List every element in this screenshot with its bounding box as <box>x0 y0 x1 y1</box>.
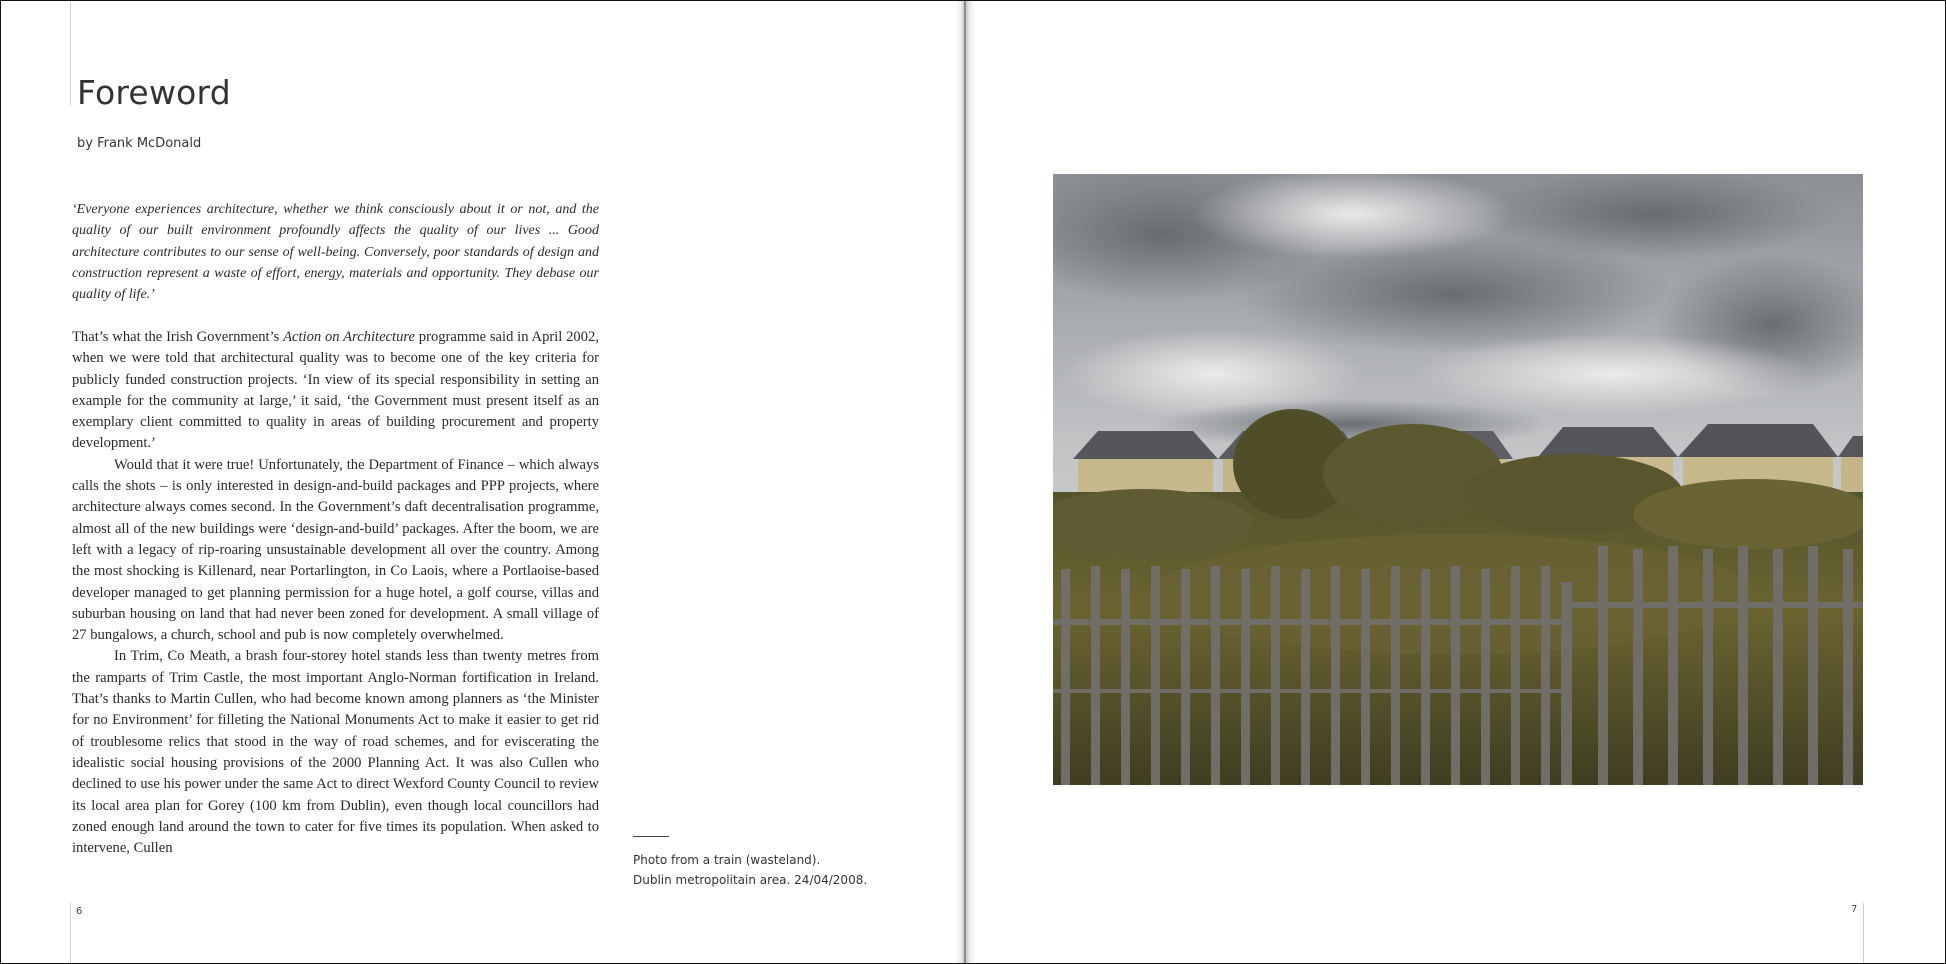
trim-mark <box>1863 903 1864 963</box>
paragraph: In Trim, Co Meath, a brash four-storey hotel stands less than twenty metres from the ramparts of Trim Castle, the most important Anglo-Norman fortification in Ireland. That’s thanks to Martin Cullen, who had become known among planners as ‘the Minister for no Environment’ for filleting the National Monuments Act to make it easier to get rid of troublesome relics that stood in the way of road schemes, and for eviscerating the idealistic social housing provisions of the 2000 Planning Act. It was also Cullen who declined to use his power under the same Act to direct Wexford County Council to review its local area plan for Gorey (100 km from Dublin), even though local councillors had zoned enough land around the town to cater for five times its population. When asked to intervene, Cullen <box>72 648 599 857</box>
caption-line: Dublin metropolitain area. 24/04/2008. <box>633 873 868 887</box>
paragraph <box>72 327 599 455</box>
caption-line: Photo from a train (wasteland). <box>633 853 821 867</box>
photo-caption <box>633 850 867 890</box>
body-text <box>72 327 599 859</box>
paragraph: Would that it were true! Unfortunately, the Department of Finance – which always calls the shots – is only interested in design-and-build packages and PPP projects, where architecture always comes second. In the Government’s daft decentralisation programme, almost all of the new buildings were ‘design-and-build’ packages. After the boom, we are left with a legacy of rip-roaring unsustainable development all over the country. Among the most shocking is Killenard, near Portarlington, in Co Laois, where a Portlaoise-based developer managed to get planning permission for a huge hotel, a golf course, villas and suburban housing on land that had never been zoned for development. A small village of 27 bungalows, a church, school and pub is now completely overwhelmed. <box>72 456 599 644</box>
page-number: 6 <box>76 906 83 917</box>
page-number: 7 <box>1851 904 1858 915</box>
caption-rule <box>633 836 669 837</box>
left-page <box>1 1 963 963</box>
programme-title: Action on Architecture <box>283 329 415 345</box>
paragraph-text: That’s what the Irish Government’s <box>72 329 284 345</box>
wasteland-photo <box>1053 174 1863 785</box>
trim-mark <box>70 903 71 963</box>
epigraph-quote: ‘Everyone experiences architecture, whether we think consciously about it or not, and the quality of our built environment profoundly affects the quality of our lives ... Good architecture contributes to our sense of well-being. Conversely, poor standards of design and construction represent a waste of effort, energy, materials and opportunity. They debase our quality of life.’ <box>72 202 599 303</box>
author-byline: by Frank McDonald <box>77 136 202 151</box>
paragraph-text: programme said in April 2002, when we were told that architectural quality was to become one of the key criteria for publicly funded construction projects. ‘In view of its special responsibility in setting an example for the community at large,’ it said, ‘the Government must present itself as an exemplary client committed to quality in areas of building procurement and property development.’ <box>72 329 599 452</box>
trim-mark <box>70 1 71 105</box>
page-title: Foreword <box>77 73 231 112</box>
